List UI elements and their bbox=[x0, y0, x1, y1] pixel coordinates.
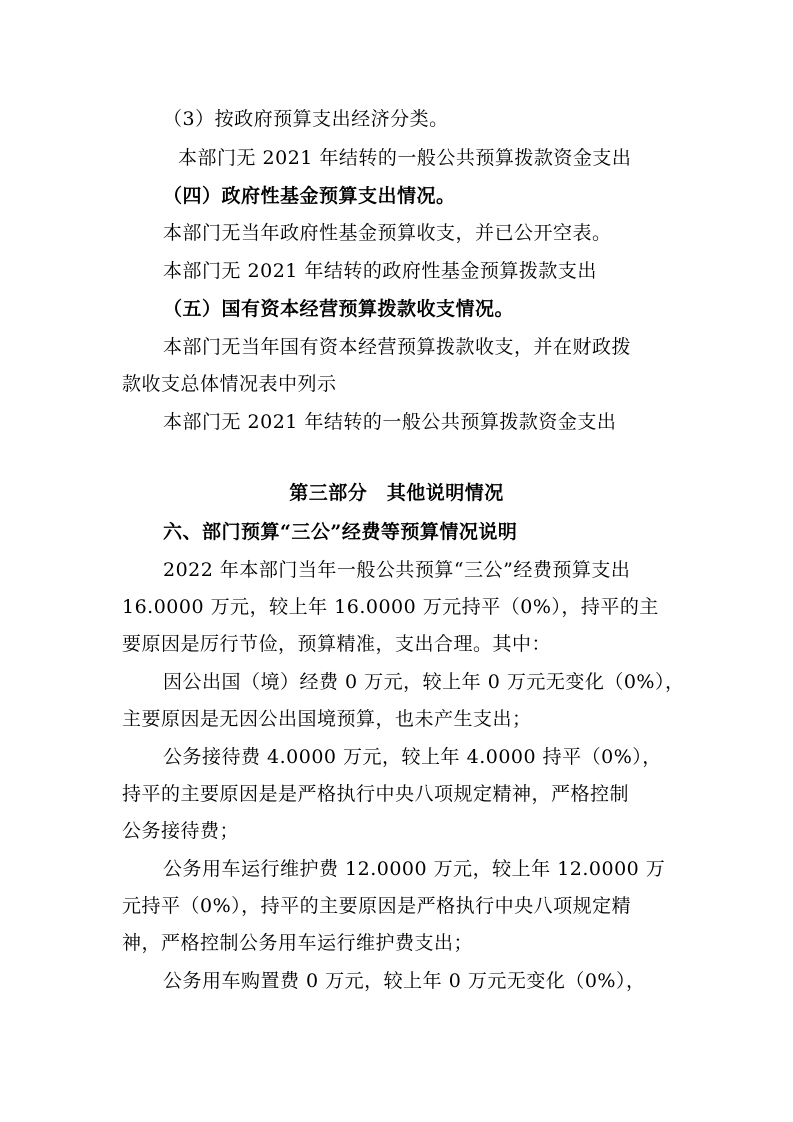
paragraph-line-7: 本部门无 2021 年结转的一般公共预算拨款资金支出 bbox=[163, 411, 617, 433]
section-heading-6: 六、部门预算“三公”经费等预算情况说明 bbox=[163, 521, 518, 543]
paragraph-line-6: 款收支总体情况表中列示 bbox=[122, 373, 337, 395]
paragraph-line-17: 元持平（0%），持平的主要原因是严格执行中央八项规定精 bbox=[122, 895, 632, 917]
paragraph-line-3: 本部门无当年政府性基金预算收支，并已公开空表。 bbox=[163, 222, 612, 244]
paragraph-line-15: 公务接待费； bbox=[122, 820, 240, 842]
paragraph-line-10: 要原因是厉行节俭，预算精准，支出合理。其中： bbox=[122, 633, 552, 655]
paragraph-line-2: 本部门无 2021 年结转的一般公共预算拨款资金支出 bbox=[178, 147, 632, 169]
paragraph-line-9: 16.0000 万元，较上年 16.0000 万元持平（0%），持平的主 bbox=[122, 596, 659, 618]
paragraph-line-14: 持平的主要原因是是严格执行中央八项规定精神，严格控制 bbox=[122, 783, 630, 805]
paragraph-line-12: 主要原因是无因公出国境预算，也未产生支出； bbox=[122, 708, 532, 730]
paragraph-line-13: 公务接待费 4.0000 万元，较上年 4.0000 持平（0%）， bbox=[163, 746, 662, 768]
section-heading-5: （五）国有资本经营预算拨款收支情况。 bbox=[163, 298, 515, 320]
paragraph-line-18: 神，严格控制公务用车运行维护费支出； bbox=[122, 932, 474, 954]
paragraph-line-8: 2022 年本部门当年一般公共预算“三公”经费预算支出 bbox=[163, 559, 631, 581]
paragraph-line-1: （3）按政府预算支出经济分类。 bbox=[163, 108, 449, 130]
part-three-title: 第三部分 其他说明情况 bbox=[289, 482, 504, 504]
paragraph-line-4: 本部门无 2021 年结转的政府性基金预算拨款支出 bbox=[163, 260, 597, 282]
paragraph-line-5: 本部门无当年国有资本经营预算拨款收支，并在财政拨 bbox=[163, 336, 632, 358]
paragraph-line-11: 因公出国（境）经费 0 万元，较上年 0 万元无变化（0%）， bbox=[163, 671, 685, 693]
paragraph-line-19: 公务用车购置费 0 万元，较上年 0 万元无变化（0%）， bbox=[163, 970, 646, 992]
section-heading-4: （四）政府性基金预算支出情况。 bbox=[163, 185, 456, 207]
paragraph-line-16: 公务用车运行维护费 12.0000 万元，较上年 12.0000 万 bbox=[163, 858, 666, 880]
